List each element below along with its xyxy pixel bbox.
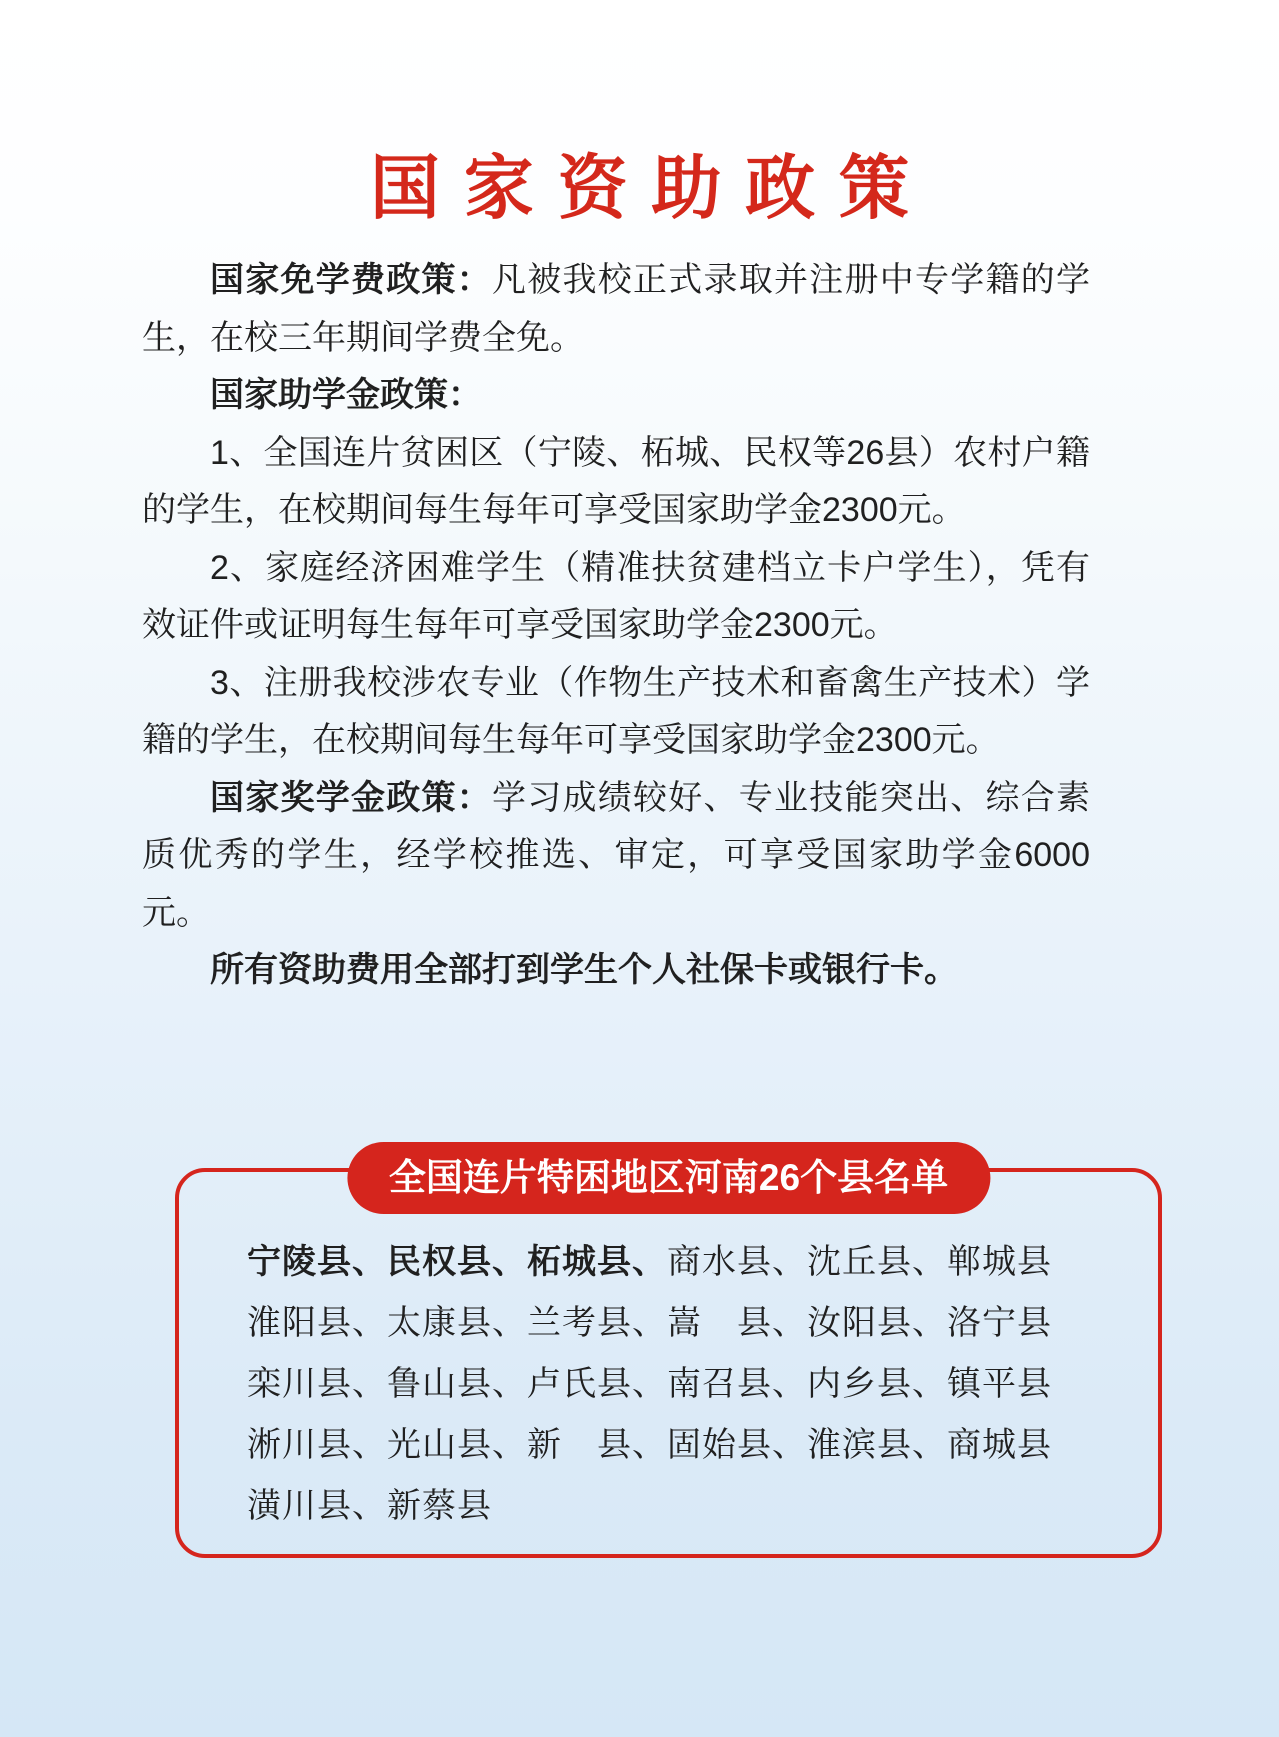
paragraph-lead-bold: 国家助学金政策： xyxy=(210,376,482,414)
county-row xyxy=(247,1232,1122,1293)
policy-text-block xyxy=(142,252,1090,1000)
county-box-banner xyxy=(347,1142,990,1214)
county-row xyxy=(247,1354,1122,1415)
policy-paragraph-free-tuition xyxy=(142,252,1090,367)
county-list-box xyxy=(175,1157,1162,1558)
page-title: 国家资助政策 xyxy=(369,151,933,228)
paragraph-body: 3、注册我校涉农专业（作物生产技术和畜禽生产技术）学籍的学生，在校期间每生每年可享受国家助学金2300元。 xyxy=(142,663,1090,759)
county-row-bold: 宁陵县、民权县、柘城县、 xyxy=(247,1243,667,1281)
paragraph-body: 学习成绩较好、专业技能突出、综合素质优秀的学生，经学校推选、审定，可享受国家助学金6000元。 xyxy=(142,778,1090,932)
paragraph-body: 2、家庭经济困难学生（精准扶贫建档立卡户学生），凭有效证件或证明每生每年可享受国家助学金2300元。 xyxy=(142,548,1090,644)
county-row xyxy=(247,1415,1122,1476)
county-row xyxy=(247,1293,1122,1354)
policy-paragraph-scholarship xyxy=(142,770,1090,943)
county-row-text: 淅川县、光山县、新 县、固始县、淮滨县、商城县 xyxy=(247,1426,1052,1464)
policy-paragraph-grant-item-3 xyxy=(142,655,1090,770)
county-box-banner-label: 全国连片特困地区河南26个县名单 xyxy=(388,1157,949,1198)
paragraph-lead-bold: 所有资助费用全部打到学生个人社保卡或银行卡。 xyxy=(210,951,958,989)
county-row-text: 栾川县、鲁山县、卢氏县、南召县、内乡县、镇平县 xyxy=(247,1365,1052,1403)
paragraph-lead-bold: 国家免学费政策： xyxy=(210,261,492,299)
policy-paragraph-grant-item-2 xyxy=(142,540,1090,655)
county-row-text: 淮阳县、太康县、兰考县、嵩 县、汝阳县、洛宁县 xyxy=(247,1304,1052,1342)
county-row-text: 潢川县、新蔡县 xyxy=(247,1487,492,1525)
paragraph-lead-bold: 国家奖学金政策： xyxy=(210,778,492,817)
county-rows xyxy=(247,1232,1122,1537)
policy-paragraph-grant-heading xyxy=(142,367,1090,425)
county-row xyxy=(247,1476,1122,1537)
policy-paragraph-payment-note xyxy=(142,942,1090,1000)
policy-paragraph-grant-item-1 xyxy=(142,425,1090,540)
county-row-text: 商水县、沈丘县、郸城县 xyxy=(667,1243,1052,1281)
paragraph-body: 1、全国连片贫困区（宁陵、柘城、民权等26县）农村户籍的学生，在校期间每生每年可享受国家助学金2300元。 xyxy=(142,433,1090,529)
paragraph-body: 凡被我校正式录取并注册中专学籍的学生，在校三年期间学费全免。 xyxy=(142,261,1090,357)
